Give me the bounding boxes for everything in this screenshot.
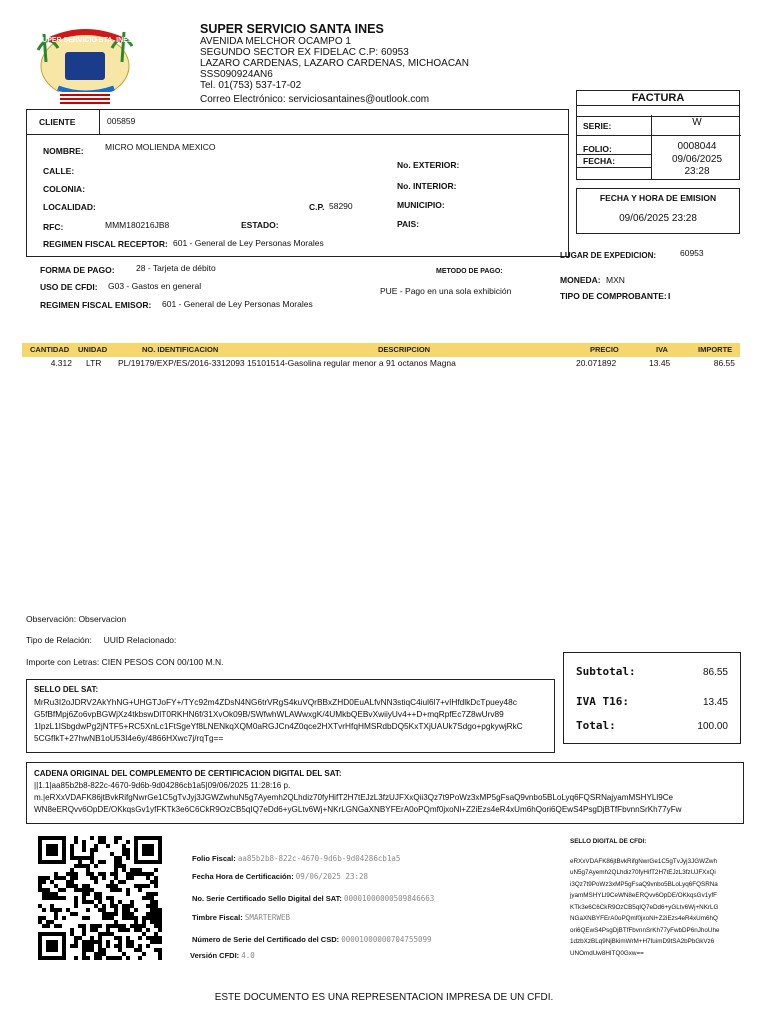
total-label: Total: (576, 719, 616, 732)
company-line: LAZARO CARDENAS, LAZARO CARDENAS, MICHOACAN (200, 58, 469, 69)
factura-title: FACTURA (577, 91, 739, 106)
interior-label: No. INTERIOR: (397, 181, 457, 191)
forma-pago-label: FORMA DE PAGO: (40, 265, 115, 275)
sello-cfdi (570, 836, 750, 959)
exterior-label: No. EXTERIOR: (397, 160, 460, 170)
cell-precio: 20.071892 (576, 358, 617, 368)
timbre-label: Timbre Fiscal: (192, 913, 243, 922)
regimen-emisor-label: REGIMEN FISCAL EMISOR: (40, 300, 152, 310)
col-importe: IMPORTE (698, 345, 733, 354)
uso-cfdi-label: USO DE CFDI: (40, 282, 98, 292)
subtotal-label: Subtotal: (576, 665, 636, 678)
metodo-pago-value: PUE - Pago en una sola exhibición (380, 286, 512, 296)
sello-cfdi-line: 1dzbXzBLq9NjBkimWrM+H7fuimD9tSA2bPbGkVz6 (570, 938, 715, 945)
cadena-line: ||1.1|aa85b2b8-822c-4670-9d6b-9d04286cb1a5|09/06/2025 11:28:16 p. (34, 781, 291, 790)
rfc-label: RFC: (43, 222, 64, 232)
cadena-box (26, 762, 744, 824)
folio-value: 0008044 (677, 141, 717, 152)
sello-cfdi-line: uN5g7Ayemh2QLhdiz70fyHifT2H7tEJzL3fzUJFXxQi (570, 869, 716, 876)
table-row (22, 357, 740, 369)
company-name: SUPER SERVICIO SANTA INES (200, 22, 384, 36)
emision-title: FECHA Y HORA DE EMISION (599, 193, 717, 203)
forma-pago-value: 28 - Tarjeta de débito (136, 263, 216, 273)
sello-cfdi-line: i3Qz7t9PoWz3xMP5gFsaQ9vnbo5BLoLyq6FQSRNa (570, 880, 718, 888)
footer-text: ESTE DOCUMENTO ES UNA REPRESENTACION IMPRESA DE UN CFDI. (214, 992, 554, 1003)
sello-cfdi-line: KTk3e6C6CkR9OzCB5qIQ7eDd6+yGLtv6Wj+NKrLG (570, 903, 719, 911)
fecha-value: 09/06/2025 (671, 154, 723, 165)
regimen-receptor-label: REGIMEN FISCAL RECEPTOR: (43, 239, 168, 249)
sello-sat-title: SELLO DEL SAT: (34, 685, 99, 694)
folio-label: FOLIO: (583, 144, 612, 154)
company-line: SSS090924AN6 (200, 69, 273, 80)
moneda-label: MONEDA: (560, 275, 601, 285)
serie-sat-value: 00001000000509846663 (343, 894, 435, 903)
fecha-cert-value: 09/06/2025 23:28 (295, 872, 369, 881)
sello-sat-line: G5fBfMpj6Zo6vpBGWjXz4tkbswDlT0RKHN6f/31XvOk09B/SWfwhWLAWwxgK/4UMkbQEBvXwiiyUv4++D+mqRpfEc7Z8wUrv89 (34, 709, 504, 719)
company-email: Correo Electrónico: serviciosantaines@outlook.com (200, 94, 430, 105)
sello-sat-line: 5CGflkT+27hwNB1oU53I4e6y/4866HXwc7j/rqTg== (34, 733, 224, 743)
lugar-value: 60953 (680, 248, 704, 258)
cadena-line: WN8eERQvv6OpDE/OKkqsGv1yfFKTk3e6C6CkR9OzCB5qIQ7eDd6+yGLtv6Wj+NKrLGNGaXNBYFErA0oPQmf0jxoNl+Z2iEzs4eR4xUm6hQori6QEwS4PsgDjBTfFbvnnSrKh77yFw (34, 805, 682, 814)
timbre-value: SMARTERWEB (244, 913, 290, 922)
cliente-box (26, 109, 569, 257)
col-iva: IVA (656, 345, 668, 354)
calle-label: CALLE: (43, 166, 75, 176)
totals-box (563, 652, 741, 744)
items-header (22, 343, 740, 357)
cadena-title: CADENA ORIGINAL DEL COMPLEMENTO DE CERTIFICACION DIGITAL DEL SAT: (34, 769, 342, 778)
cell-cantidad: 4.312 (50, 358, 72, 368)
company-line: SEGUNDO SECTOR EX FIDELAC C.P: 60953 (200, 47, 409, 58)
logo-text: SUPER SERVICIO STA. INES (37, 37, 133, 44)
csd-value: 00001000000704755099 (341, 935, 432, 944)
municipio-label: MUNICIPIO: (397, 200, 445, 210)
importe-letras: Importe con Letras: CIEN PESOS CON 00/100 M.N. (26, 657, 224, 667)
cp-value: 58290 (329, 201, 353, 211)
col-precio: PRECIO (590, 345, 619, 354)
sello-sat-box (26, 679, 555, 753)
col-unidad: UNIDAD (78, 345, 108, 354)
nombre-label: NOMBRE: (43, 146, 84, 156)
total-value: 100.00 (697, 721, 728, 732)
company-line: Tel. 01(753) 537-17-02 (200, 80, 302, 91)
moneda-value: MXN (606, 275, 625, 285)
regimen-emisor-value: 601 - General de Ley Personas Morales (162, 299, 313, 309)
pais-label: PAIS: (397, 219, 420, 229)
subtotal-value: 86.55 (702, 667, 728, 678)
cell-unidad: LTR (86, 358, 102, 368)
cell-iva: 13.45 (649, 358, 671, 368)
sello-cfdi-title: SELLO DIGITAL DE CFDI: (570, 838, 647, 845)
iva-label: IVA T16: (576, 695, 629, 708)
sello-cfdi-line: UNOmdUw8HITQ0Gxw== (570, 949, 644, 957)
col-cantidad: CANTIDAD (30, 345, 70, 354)
version-label: Versión CFDI: (190, 951, 240, 960)
rfc-value: MMM180216JB8 (105, 220, 170, 230)
folio-fiscal-label: Folio Fiscal: (192, 854, 236, 863)
fecha-label: FECHA: (583, 156, 616, 166)
sello-cfdi-line: NGaXNBYFErA0oPQmf0jxoNl+Z2iEzs4eR4xUm6hQ (570, 915, 718, 922)
nombre-value: MICRO MOLIENDA MEXICO (105, 142, 216, 152)
tipo-relacion: Tipo de Relación: UUID Relacionado: (26, 635, 177, 645)
emision-value: 09/06/2025 23:28 (619, 213, 697, 224)
uso-cfdi-value: G03 - Gastos en general (108, 281, 202, 291)
folio-fiscal-value: aa85b2b8-822c-4670-9d6b-9d04286cb1a5 (237, 854, 401, 863)
iva-value: 13.45 (702, 697, 728, 708)
sello-cfdi-line: ori6QEwS4PsgDjBTfFbvnnSrKh77yFwbDP6nJhoUhe (570, 926, 720, 934)
cliente-id: 005859 (107, 116, 136, 126)
cadena-text (34, 780, 736, 816)
version-value: 4.0 (241, 951, 255, 960)
serie-label: SERIE: (583, 121, 612, 131)
sello-sat-text (34, 696, 547, 744)
cell-descripcion: PL/19179/EXP/ES/2016-3312093 15101514-Gasolina regular menor a 91 octanos Magna (118, 358, 456, 368)
metodo-pago-label: METODO DE PAGO: (436, 268, 503, 275)
observacion: Observación: Observacion (26, 614, 127, 624)
sello-sat-line: 1IpzL1lSbgdwPg2jNTF5+RC5XnLc1FtSgeYf8LNENkqXQM0aRGJCn4Z0qce2HXTvrHfqHMSRdbDQ5KxTXjUAUk7Sdgo+pgkywjRkC (34, 721, 523, 731)
qr-code (38, 836, 162, 960)
sello-cfdi-line: jyamMSHYLl9CeWN8eERQvv6OpDE/OKkqsGv1yfF (570, 892, 717, 899)
hora-value: 23:28 (684, 166, 710, 177)
tipo-comprobante-value: I (668, 291, 671, 301)
estado-label: ESTADO: (241, 220, 279, 230)
cp-label: C.P. (309, 202, 325, 212)
tipo-comprobante-label: TIPO DE COMPROBANTE: (560, 291, 667, 301)
company-logo (30, 22, 140, 110)
cliente-label: CLIENTE (39, 117, 76, 127)
cadena-line: m.|eRXxVDAFK86jtBvkRifgNwrGe1C5gTvJyj3JGWZwhuN5g7Ayemh2QLhdiz70fyHifT2H7tEJzL3fzUJFXxQii3Qz7t9PoWz3xMP5gFsaQ9vnbo5BLoLyq6FQSRNajyamMSHYLl9Ce (34, 793, 674, 802)
company-line: AVENIDA MELCHOR OCAMPO 1 (200, 36, 351, 47)
serie-sat-label: No. Serie Certificado Sello Digital del SAT: (192, 894, 342, 903)
localidad-label: LOCALIDAD: (43, 202, 96, 212)
emision-box (576, 188, 740, 234)
company-header (200, 22, 469, 105)
regimen-receptor-value: 601 - General de Ley Personas Morales (173, 238, 324, 248)
col-descripcion: DESCRIPCION (378, 345, 431, 354)
factura-box (576, 90, 740, 180)
fecha-cert-label: Fecha Hora de Certificación: (192, 872, 294, 881)
csd-label: Número de Serie del Certificado del CSD: (192, 935, 340, 944)
colonia-label: COLONIA: (43, 184, 86, 194)
sello-cfdi-line: eRXxVDAFK86jtBvkRifgNwrGe1C5gTvJyj3JGWZwh (570, 857, 717, 865)
col-identificacion: NO. IDENTIFICACION (142, 345, 219, 354)
serie-value: W (692, 117, 702, 128)
cell-importe: 86.55 (713, 358, 735, 368)
lugar-label: LUGAR DE EXPEDICION: (560, 251, 657, 260)
sello-sat-line: MrRu3I2oJDRV2AkYhNG+UHGTJoFY+/TYc92m4ZDsN4NG6trVRgS4kuVQrBBxZHD0EuALfvNN3stiqC4iul6l7+vIHfdlkDcTpuey48c (34, 697, 517, 707)
